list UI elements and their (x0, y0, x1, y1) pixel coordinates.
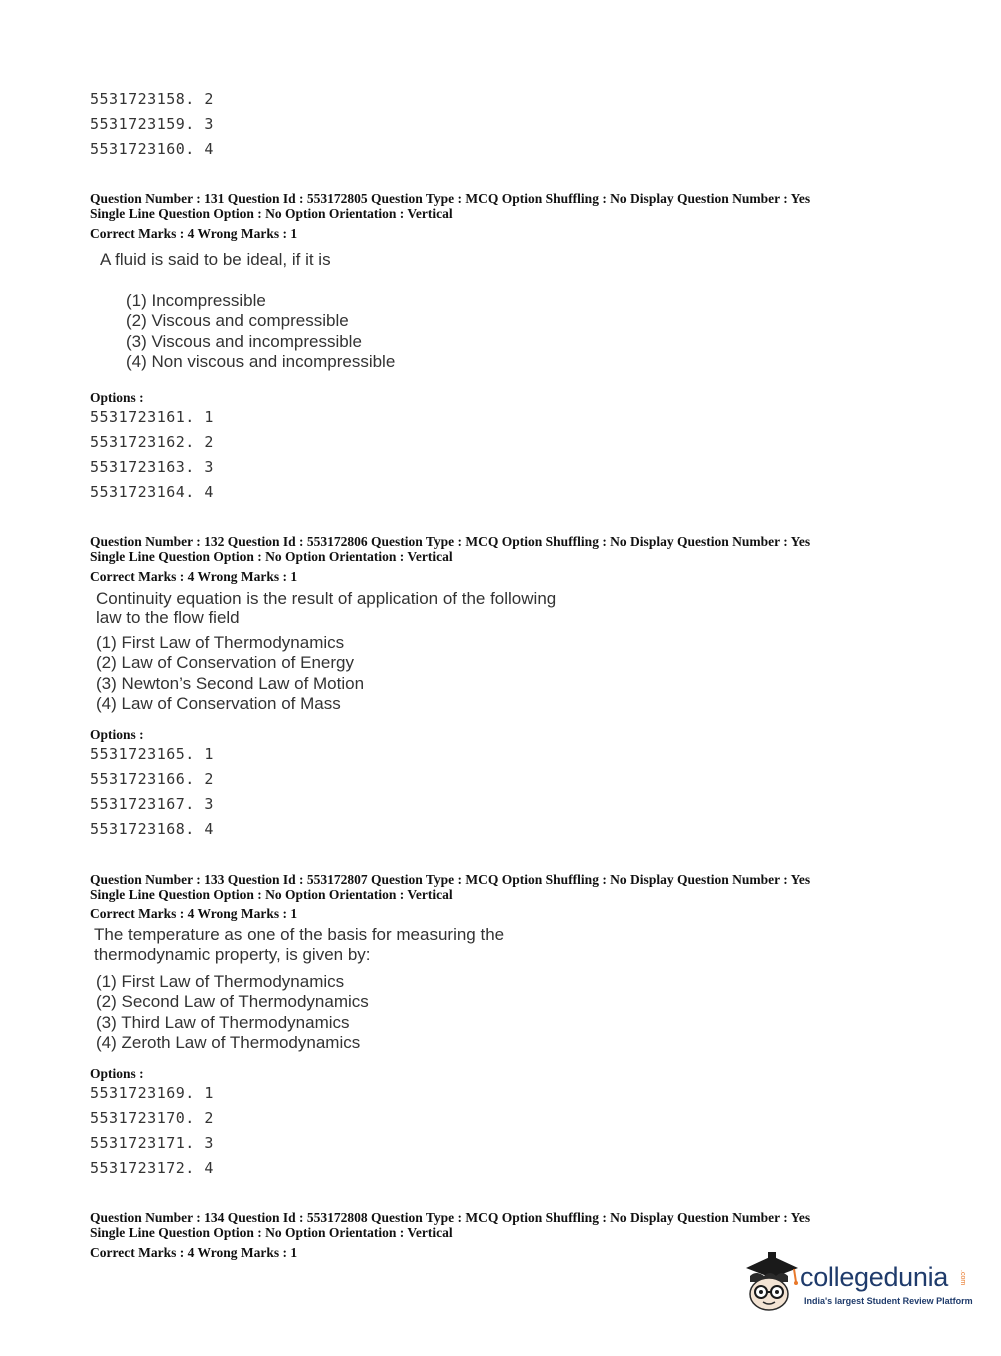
question-meta: Single Line Question Option : No Option Orientation : Vertical (90, 206, 453, 221)
question-marks: Correct Marks : 4 Wrong Marks : 1 (90, 569, 298, 584)
question-marks: Correct Marks : 4 Wrong Marks : 1 (90, 906, 298, 921)
question-text: The temperature as one of the basis for measuring the (94, 925, 505, 944)
logo-tagline: India's largest Student Review Platform (804, 1296, 973, 1306)
question-meta: Single Line Question Option : No Option Orientation : Vertical (90, 549, 453, 564)
question-meta: Question Number : 133 Question Id : 553172807 Question Type : MCQ Option Shuffling : No Display Question Number : Yes (90, 872, 811, 887)
option-line: 5531723170. 2 (90, 1109, 214, 1127)
question-meta: Single Line Question Option : No Option Orientation : Vertical (90, 887, 453, 902)
option-line: 5531723169. 1 (90, 1084, 214, 1102)
question-text: thermodynamic property, is given by: (94, 945, 371, 964)
answer-choice: (3) Third Law of Thermodynamics (96, 1013, 350, 1032)
mascot-icon (742, 1250, 800, 1314)
answer-choice: (3) Viscous and incompressible (126, 332, 362, 351)
question-text: A fluid is said to be ideal, if it is (100, 250, 331, 269)
answer-choice: (4) Law of Conservation of Mass (96, 694, 341, 713)
option-line: 5531723172. 4 (90, 1159, 214, 1177)
question-meta: Single Line Question Option : No Option Orientation : Vertical (90, 1225, 453, 1240)
answer-choice: (2) Law of Conservation of Energy (96, 653, 354, 672)
answer-choice: (4) Zeroth Law of Thermodynamics (96, 1033, 361, 1052)
question-marks: Correct Marks : 4 Wrong Marks : 1 (90, 1245, 298, 1260)
options-label: Options : (90, 390, 144, 405)
answer-choice: (4) Non viscous and incompressible (126, 352, 396, 371)
answer-choice: (2) Second Law of Thermodynamics (96, 992, 369, 1011)
answer-choice: (1) Incompressible (126, 291, 266, 310)
answer-choice: (2) Viscous and compressible (126, 311, 349, 330)
option-line: 5531723165. 1 (90, 745, 214, 763)
options-label: Options : (90, 727, 144, 742)
option-line: 5531723163. 3 (90, 458, 214, 476)
option-line: 5531723159. 3 (90, 115, 214, 133)
answer-choice: (1) First Law of Thermodynamics (96, 633, 345, 652)
question-meta: Question Number : 134 Question Id : 553172808 Question Type : MCQ Option Shuffling : No Display Question Number : Yes (90, 1210, 811, 1225)
option-line: 5531723167. 3 (90, 795, 214, 813)
question-text: law to the flow field (96, 608, 240, 627)
logo-name: collegedunia (800, 1262, 949, 1292)
option-line: 5531723166. 2 (90, 770, 214, 788)
option-line: 5531723168. 4 (90, 820, 214, 838)
option-line: 5531723160. 4 (90, 140, 214, 158)
answer-choice: (1) First Law of Thermodynamics (96, 972, 345, 991)
question-text: Continuity equation is the result of application of the following (96, 589, 557, 608)
options-label: Options : (90, 1066, 144, 1081)
option-line: 5531723164. 4 (90, 483, 214, 501)
logo-com: .com (959, 1270, 966, 1286)
option-line: 5531723158. 2 (90, 90, 214, 108)
question-marks: Correct Marks : 4 Wrong Marks : 1 (90, 226, 298, 241)
question-meta: Question Number : 131 Question Id : 553172805 Question Type : MCQ Option Shuffling : No Display Question Number : Yes (90, 191, 811, 206)
answer-choice: (3) Newton’s Second Law of Motion (96, 674, 365, 693)
collegedunia-logo (742, 1250, 972, 1320)
option-line: 5531723162. 2 (90, 433, 214, 451)
option-line: 5531723161. 1 (90, 408, 214, 426)
option-line: 5531723171. 3 (90, 1134, 214, 1152)
question-meta: Question Number : 132 Question Id : 553172806 Question Type : MCQ Option Shuffling : No Display Question Number : Yes (90, 534, 811, 549)
